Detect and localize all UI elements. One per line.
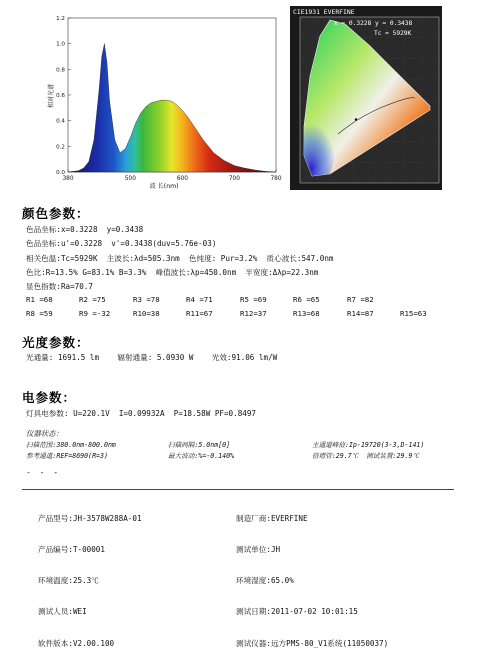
max-fluctuation: 最大波动:%=-0.140% (168, 452, 235, 460)
spectrum-x-tick-label: 500 (124, 176, 136, 182)
r-value: R7 =82 (347, 295, 374, 304)
spectrum-y-label: 相对光谱 (48, 83, 55, 109)
cie1931-chart (290, 6, 442, 190)
r-value: R3 =78 (133, 295, 160, 304)
r-value: R12=37 (240, 309, 267, 318)
footer-divider (22, 489, 454, 490)
electrical-params-title: 电参数： (22, 390, 77, 405)
multiplier-temperature: 倍增管:29.7℃ 测试装置:29.9℃ (312, 452, 419, 460)
scan-step: 扫描间隔:5.0nm[0] (168, 441, 231, 449)
spectrum-x-tick-label: 600 (176, 176, 188, 182)
spectrum-y-tick-label: 0.6 (56, 93, 65, 99)
scan-range: 扫描范围:380.0nm-800.0nm (26, 441, 116, 449)
r-value: R9 =-32 (79, 309, 111, 318)
spectrum-y-tick-label: 0.0 (56, 170, 65, 176)
product-number: 产品编号:T-00001 (38, 545, 105, 555)
main-channel-peak: 主通道峰值:Ip-19720(3-3,D-141) (312, 441, 425, 449)
reference-channel: 参考通道:REF=8690(R=3) (26, 452, 108, 460)
ambient-humidity: 环境湿度:65.0% (236, 576, 294, 586)
r-value: R4 =71 (186, 295, 213, 304)
color-params-title: 颜色参数： (22, 206, 90, 221)
instrument-status-heading: 仪器状态： (26, 429, 63, 438)
r-value: R6 =65 (293, 295, 320, 304)
spectrum-x-tick-label: 700 (228, 176, 240, 182)
ambient-temperature: 环境温度:25.3℃ (38, 576, 99, 586)
manufacturer: 制造厂商:EVERFINE (236, 513, 308, 523)
spectrum-y-tick-label: 0.4 (56, 118, 65, 125)
r-value: R13=68 (293, 309, 320, 318)
electrical-params-line: 灯具电参数: U=220.1V I=0.09932A P=18.58W PF=0.8497 (26, 409, 256, 418)
r-value: R11=67 (186, 309, 213, 318)
test-organization: 测试单位:JH (236, 545, 281, 555)
r-value: R15=63 (400, 309, 427, 318)
color-ratio-peak: 色比:R=13.5% G=83.1% B=3.3% 峰值波长:λp=450.0nm 半宽度:Δλp=22.3nm (26, 268, 319, 277)
cie-readout-xy: x = 0.3228 y = 0.3438 (334, 20, 413, 27)
cct-dominant-wavelength: 相关色温:Tc=5929K 主波长:λd=505.3nm 色纯度: Pur=3.2% 质心波长:547.0nm (26, 254, 334, 263)
photometric-params-title: 光度参数： (22, 335, 90, 350)
r-value: R10=38 (133, 309, 160, 318)
cie-readout-tc: Tc = 5929K (374, 30, 412, 37)
product-info-left (38, 493, 142, 660)
spectrum-y-tick-label: 0.2 (56, 144, 65, 151)
spectrum-x-label: 波 长(nm) (149, 183, 179, 190)
test-date: 测试日期:2011-07-02 10:01:15 (236, 607, 358, 617)
r-value: R5 =69 (240, 295, 267, 304)
tester: 测试人员:WEI (38, 607, 87, 617)
luminous-flux-line: 光通量: 1691.5 lm 辐射通量: 5.0930 W 光效:91.06 lm/W (26, 353, 278, 362)
color-rendering-index: 显色指数:Ra=70.7 (26, 282, 93, 291)
spectrum-y-tick-label: 1.2 (56, 16, 65, 22)
chromaticity-uv: 色品坐标:u'=0.3228 v'=0.3438(duv=5.76e-03) (26, 239, 217, 248)
spectrum-y-tick-label: 0.8 (56, 67, 65, 74)
software-version: 软件版本:V2.00.100 (38, 638, 115, 648)
separator-dashes: - - - (26, 468, 61, 477)
spectrum-x-tick-label: 380 (62, 176, 74, 182)
product-info-right (236, 493, 388, 660)
spectrum-chart (44, 8, 286, 192)
test-instrument: 测试仪器:远方PMS-80_V1系统(11050037) (236, 638, 389, 648)
spectrum-y-ticks (56, 16, 71, 176)
r-value: R8 =59 (26, 309, 53, 318)
spectrum-x-tick-label: 780 (270, 176, 282, 182)
r-value: R14=87 (347, 309, 374, 318)
r-value: R2 =75 (79, 295, 106, 304)
spectrum-y-tick-label: 1.0 (56, 41, 65, 48)
chromaticity-xy: 色品坐标:x=0.3228 y=0.3438 (26, 225, 144, 234)
product-model: 产品型号:JH-3578W288A-01 (38, 513, 142, 523)
cie-title: CIE1931 EVERFINE (293, 8, 355, 16)
spectrum-curve (68, 44, 276, 172)
r-value: R1 =68 (26, 295, 53, 304)
chromaticity-point (354, 118, 357, 121)
